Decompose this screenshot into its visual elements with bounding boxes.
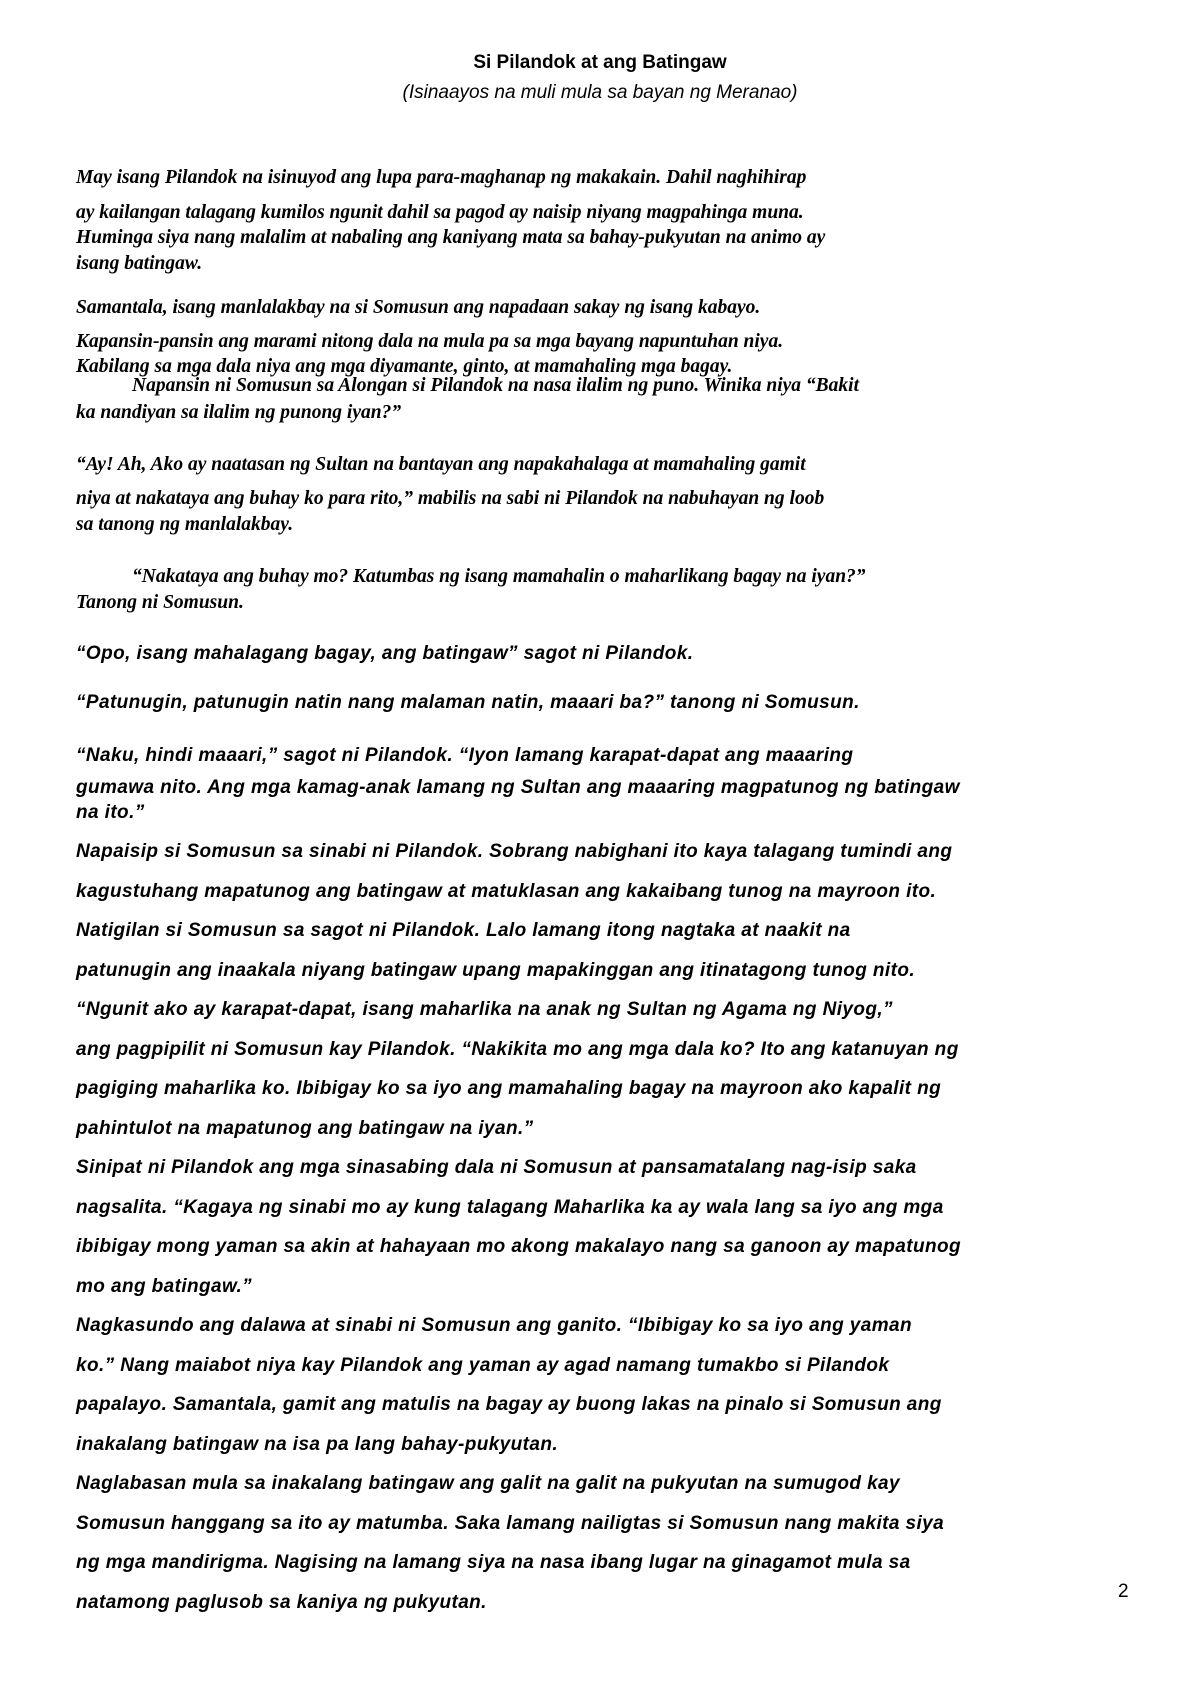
text-line: “Patunugin, patunugin natin nang malaman natin, maaari ba?” tanong ni Somusun. — [76, 692, 860, 713]
story-title: Si Pilandok at ang Batingaw — [473, 52, 727, 73]
text-line: Huminga siya nang malalim at nabaling ang kaniyang mata sa bahay-pukyutan na animo ay — [76, 227, 826, 248]
text-line: kagustuhang mapatunog ang batingaw at matuklasan ang kakaibang tunog na mayroon ito. — [76, 881, 937, 902]
text-line: Napaisip si Somusun sa sinabi ni Pilandok. Sobrang nabighani ito kaya talagang tumindi ang — [76, 841, 953, 862]
text-line: Samantala, isang manlalakbay na si Somusun ang napadaan sakay ng isang kabayo. — [76, 297, 761, 318]
text-line: “Naku, hindi maaari,” sagot ni Pilandok. “Iyon lamang karapat-dapat ang maaaring — [76, 745, 854, 766]
text-line: gumawa nito. Ang mga kamag-anak lamang ng Sultan ang maaaring magpatunog ng batingaw — [76, 777, 960, 798]
text-line: inakalang batingaw na isa pa lang bahay-pukyutan. — [76, 1434, 559, 1455]
text-line: Napansin ni Somusun sa Alongan si Pilandok na nasa ilalim ng puno. Winika niya “Bakit — [132, 375, 859, 396]
text-line: Kabilang sa mga dala niya ang mga diyamante, ginto, at mamahaling mga bagay. — [76, 356, 733, 377]
text-line: Natigilan si Somusun sa sagot ni Pilandok. Lalo lamang itong nagtaka at naakit na — [76, 920, 851, 941]
text-line: sa tanong ng manlalakbay. — [76, 514, 294, 535]
text-line: isang batingaw. — [76, 253, 203, 274]
text-line: mo ang batingaw.” — [76, 1276, 253, 1297]
text-line: natamong paglusob sa kaniya ng pukyutan. — [76, 1592, 487, 1613]
text-line: Naglabasan mula sa inakalang batingaw ang galit na galit na pukyutan na sumugod kay — [76, 1473, 900, 1494]
story-subtitle: (Isinaayos na muli mula sa bayan ng Meranao) — [402, 82, 798, 103]
text-line: pahintulot na mapatunog ang batingaw na iyan.” — [76, 1118, 534, 1139]
text-line: niya at nakataya ang buhay ko para rito,” mabilis na sabi ni Pilandok na nabuhayan ng loob — [76, 488, 825, 509]
text-line: ko.” Nang maiabot niya kay Pilandok ang yaman ay agad namang tumakbo si Pilandok — [76, 1355, 890, 1376]
text-line: “Ay! Ah, Ako ay naatasan ng Sultan na bantayan ang napakahalaga at mamahaling gamit — [76, 454, 806, 475]
text-line: Tanong ni Somusun. — [76, 592, 244, 613]
text-line: “Nakataya ang buhay mo? Katumbas ng isang mamahalin o maharlikang bagay na iyan?” — [132, 566, 866, 587]
text-line: pagiging maharlika ko. Ibibigay ko sa iyo ang mamahaling bagay na mayroon ako kapalit ng — [76, 1078, 942, 1099]
text-line: nagsalita. “Kagaya ng sinabi mo ay kung talagang Maharlika ka ay wala lang sa iyo ang mga — [76, 1197, 944, 1218]
text-line: ng mga mandirigma. Nagising na lamang siya na nasa ibang lugar na ginagamot mula sa — [76, 1552, 911, 1573]
text-line: Sinipat ni Pilandok ang mga sinasabing dala ni Somusun at pansamatalang nag-isip saka — [76, 1157, 917, 1178]
text-line: na ito.” — [76, 802, 145, 823]
text-line: ay kailangan talagang kumilos ngunit dahil sa pagod ay naisip niyang magpahinga muna. — [76, 202, 804, 223]
text-line: Kapansin-pansin ang marami nitong dala na mula pa sa mga bayang napuntuhan niya. — [76, 331, 784, 352]
text-line: Somusun hanggang sa ito ay matumba. Saka lamang nailigtas si Somusun nang makita siya — [76, 1513, 945, 1534]
page-number: 2 — [1118, 1581, 1129, 1602]
text-line: ang pagpipilit ni Somusun kay Pilandok. “Nakikita mo ang mga dala ko? Ito ang katanuyan ng — [76, 1039, 959, 1060]
text-line: ka nandiyan sa ilalim ng punong iyan?” — [76, 402, 402, 423]
text-line: patunugin ang inaakala niyang batingaw upang mapakinggan ang itinatagong tunog nito. — [76, 960, 916, 981]
text-line: ibibigay mong yaman sa akin at hahayaan mo akong makalayo nang sa ganoon ay mapatunog — [76, 1236, 962, 1257]
text-line: Nagkasundo ang dalawa at sinabi ni Somusun ang ganito. “Ibibigay ko sa iyo ang yaman — [76, 1315, 912, 1336]
text-line: May isang Pilandok na isinuyod ang lupa para-maghanap ng makakain. Dahil naghihirap — [76, 167, 807, 188]
text-line: “Opo, isang mahalagang bagay, ang batingaw” sagot ni Pilandok. — [76, 643, 694, 664]
text-line: papalayo. Samantala, gamit ang matulis na bagay ay buong lakas na pinalo si Somusun ang — [76, 1394, 942, 1415]
text-line: “Ngunit ako ay karapat-dapat, isang maharlika na anak ng Sultan ng Agama ng Niyog,” — [76, 999, 893, 1020]
